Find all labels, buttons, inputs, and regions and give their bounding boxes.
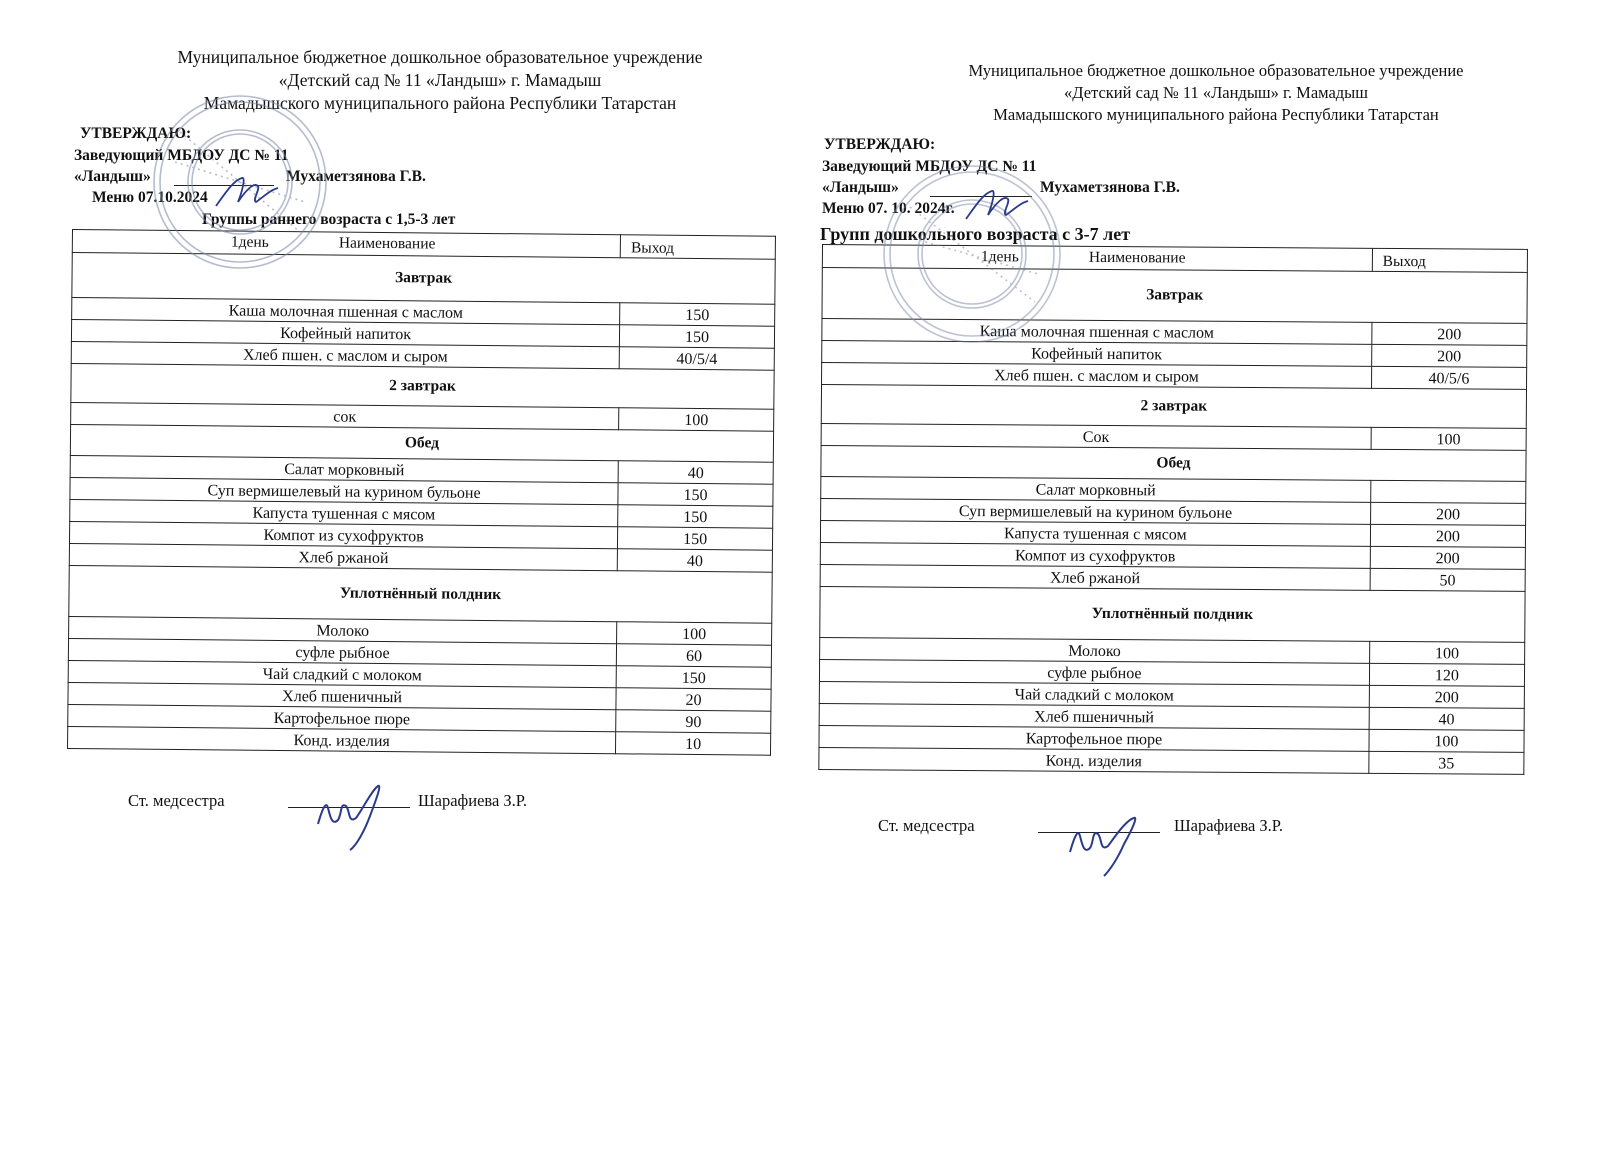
- section-title: Обед: [821, 445, 1526, 481]
- dish-name: Конд. изделия: [819, 747, 1369, 773]
- approval-kindergarten: «Ландыш»: [822, 179, 899, 196]
- section-title: 2 завтрак: [821, 385, 1526, 429]
- institution-line: «Детский сад № 11 «Ландыш» г. Мамадыш: [1064, 83, 1368, 102]
- dish-output: 200: [1372, 322, 1527, 345]
- dish-output: 200: [1370, 546, 1525, 569]
- group-title: Группы раннего возраста с 1,5-3 лет: [202, 211, 456, 228]
- approval-block: [818, 134, 1534, 217]
- dish-name: Сок: [821, 423, 1371, 449]
- dish-name: сок: [71, 402, 619, 429]
- section-row: [821, 385, 1526, 429]
- dish-output: 100: [1369, 641, 1524, 664]
- director-signature-line: [174, 171, 274, 186]
- table-row: [819, 747, 1524, 774]
- dish-name: Чай сладкий с молоком: [819, 681, 1369, 707]
- approval-title: УТВЕРЖДАЮ:: [824, 136, 936, 153]
- dish-name: Хлеб ржаной: [820, 564, 1370, 590]
- name-header-cell: [822, 245, 1372, 272]
- output-header: Выход: [1372, 248, 1527, 272]
- dish-name: Хлеб пшеничный: [819, 703, 1369, 729]
- dish-output: 40: [1369, 707, 1524, 730]
- dish-name: Капуста тушенная с мясом: [820, 520, 1370, 546]
- dish-output: 40: [617, 549, 772, 572]
- section-row: [71, 363, 774, 409]
- day-label: 1день: [230, 233, 269, 251]
- nurse-label: Ст. медсестра: [878, 816, 975, 835]
- dish-output: 100: [617, 622, 772, 645]
- section-title: Уплотнённый полдник: [69, 565, 772, 623]
- director-name: Мухаметзянова Г.В.: [286, 168, 426, 185]
- institution-line: Мамадышского муниципального района Республики Татарстан: [993, 105, 1439, 124]
- dish-output: 150: [618, 483, 773, 506]
- dish-output: 150: [618, 505, 773, 528]
- dish-output: 200: [1369, 685, 1524, 708]
- approval-kindergarten: «Ландыш»: [74, 168, 151, 185]
- dish-name: Каша молочная пшенная с маслом: [822, 319, 1372, 345]
- dish-output: 150: [616, 666, 771, 689]
- table-header-row: [822, 245, 1527, 273]
- section-title: 2 завтрак: [71, 363, 774, 409]
- dish-name: Хлеб пшеничный: [68, 682, 616, 709]
- day-label: 1день: [980, 248, 1019, 266]
- nurse-signature-block: [818, 808, 1534, 848]
- dish-name: Каша молочная пшенная с маслом: [72, 298, 620, 325]
- dish-output: 35: [1369, 751, 1524, 774]
- dish-name: Компот из сухофруктов: [820, 542, 1370, 568]
- dish-name: Конд. изделия: [68, 726, 616, 753]
- approval-title: УТВЕРЖДАЮ:: [80, 125, 192, 142]
- nurse-signature-line: [1038, 818, 1160, 833]
- dish-output: 150: [618, 527, 773, 550]
- dish-name: Кофейный напиток: [822, 341, 1372, 367]
- dish-output: 100: [1371, 427, 1526, 450]
- dish-name: Хлеб пшен. с маслом и сыром: [822, 363, 1372, 389]
- institution-header: [898, 60, 1534, 126]
- group-title: Групп дошкольного возраста с 3-7 лет: [820, 224, 1131, 244]
- section-title: Завтрак: [72, 253, 775, 305]
- nurse-label: Ст. медсестра: [128, 791, 225, 810]
- section-title: Завтрак: [822, 268, 1527, 324]
- approval-block: [64, 123, 776, 206]
- dish-name: Суп вермишелевый на курином бульоне: [70, 477, 618, 504]
- dish-name: Молоко: [69, 616, 617, 643]
- dish-output: [1370, 480, 1525, 503]
- nurse-signature-line: [288, 793, 410, 808]
- dish-output: 150: [620, 303, 775, 326]
- institution-line: Муниципальное бюджетное дошкольное образовательное учреждение: [968, 61, 1464, 80]
- nurse-signature-block: [64, 783, 776, 823]
- institution-header: [104, 46, 776, 115]
- dish-name: Чай сладкий с молоком: [68, 660, 616, 687]
- dish-name: Салат морковный: [821, 476, 1371, 502]
- approval-position: Заведующий МБДОУ ДС № 11: [74, 147, 289, 164]
- dish-output: 60: [617, 644, 772, 667]
- dish-output: 200: [1370, 502, 1525, 525]
- dish-name: Компот из сухофруктов: [69, 521, 617, 548]
- dish-name: Картофельное пюре: [68, 704, 616, 731]
- dish-output: 150: [620, 325, 775, 348]
- dish-output: 120: [1369, 663, 1524, 686]
- dish-name: Картофельное пюре: [819, 725, 1369, 751]
- dish-output: 20: [616, 688, 771, 711]
- dish-output: 90: [616, 710, 771, 733]
- institution-line: «Детский сад № 11 «Ландыш» г. Мамадыш: [278, 70, 602, 90]
- dish-name: Хлеб пшен. с маслом и сыром: [71, 341, 619, 368]
- dish-name: Хлеб ржаной: [69, 543, 617, 570]
- section-row: [69, 565, 772, 623]
- director-name: Мухаметзянова Г.В.: [1040, 179, 1180, 196]
- dish-output: 200: [1371, 344, 1526, 367]
- menu-sheet-preschool: [818, 60, 1534, 848]
- dish-output: 40/5/6: [1371, 366, 1526, 389]
- dish-name: Суп вермишелевый на курином бульоне: [821, 498, 1371, 524]
- menu-table: [818, 244, 1528, 775]
- section-row: [820, 586, 1525, 642]
- dish-name: Салат морковный: [70, 455, 618, 482]
- institution-line: Муниципальное бюджетное дошкольное образовательное учреждение: [177, 47, 703, 67]
- section-title: Уплотнённый полдник: [820, 586, 1525, 642]
- menu-sheet-early-age: [64, 46, 776, 823]
- section-title: Обед: [70, 424, 773, 462]
- dish-output: 100: [1369, 729, 1524, 752]
- nurse-name: Шарафиева З.Р.: [1174, 816, 1284, 835]
- dish-output: 10: [616, 732, 771, 755]
- section-row: [72, 253, 775, 305]
- menu-table: [67, 229, 776, 756]
- section-row: [822, 268, 1527, 324]
- institution-line: Мамадышского муниципального района Республики Татарстан: [203, 93, 677, 113]
- dish-name: суфле рыбное: [68, 638, 616, 665]
- dish-output: 200: [1370, 524, 1525, 547]
- name-header: Наименование: [1088, 248, 1186, 267]
- output-header: Выход: [620, 235, 775, 259]
- dish-name: Капуста тушенная с мясом: [70, 499, 618, 526]
- name-header: Наименование: [338, 234, 436, 253]
- section-row: [821, 445, 1526, 481]
- dish-output: 50: [1370, 568, 1525, 591]
- approval-position: Заведующий МБДОУ ДС № 11: [822, 158, 1037, 175]
- dish-output: 40: [618, 461, 773, 484]
- dish-name: Кофейный напиток: [71, 320, 619, 347]
- nurse-name: Шарафиева З.Р.: [418, 791, 528, 810]
- dish-name: Молоко: [820, 637, 1370, 663]
- dish-name: суфле рыбное: [819, 659, 1369, 685]
- director-signature-line: [930, 182, 1032, 197]
- menu-date: Меню 07.10.2024: [92, 189, 208, 206]
- dish-output: 40/5/4: [619, 347, 774, 370]
- menu-date: Меню 07. 10. 2024г.: [822, 200, 955, 217]
- dish-output: 100: [619, 408, 774, 431]
